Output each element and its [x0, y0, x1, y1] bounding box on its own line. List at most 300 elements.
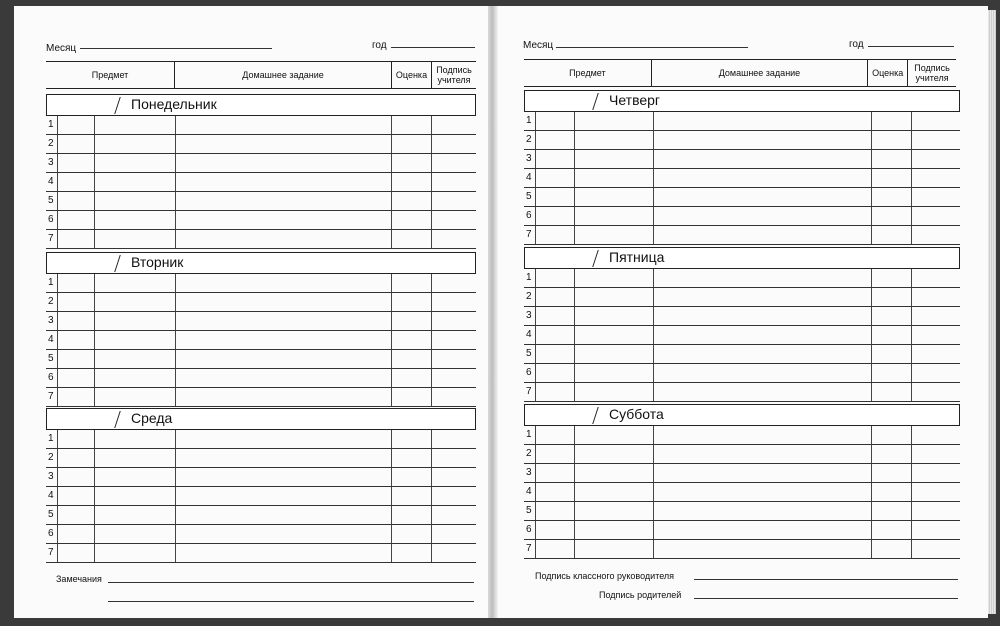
day-header	[524, 90, 960, 112]
subject-cell[interactable]	[58, 430, 95, 448]
column-grade: Оценка	[392, 62, 432, 88]
subject-cell[interactable]	[536, 345, 575, 363]
subject-cell-extra[interactable]	[95, 487, 176, 505]
homework-cell[interactable]	[176, 192, 392, 210]
subject-cell[interactable]	[58, 154, 95, 172]
signature-cell[interactable]	[432, 369, 476, 387]
signature-cell[interactable]	[432, 230, 476, 248]
column-signature: Подпись учителя	[436, 65, 472, 85]
subject-cell[interactable]	[58, 369, 95, 387]
subject-cell[interactable]	[58, 135, 95, 153]
subject-cell-extra[interactable]	[575, 364, 654, 382]
subject-cell[interactable]	[58, 544, 95, 562]
lesson-row	[46, 449, 476, 468]
day-name: Суббота	[609, 406, 664, 422]
remarks-line-1[interactable]	[108, 582, 474, 583]
subject-cell-extra[interactable]	[575, 483, 654, 501]
lesson-number: 4	[46, 331, 58, 349]
signature-cell[interactable]	[432, 468, 476, 486]
lesson-number: 5	[46, 506, 58, 524]
homework-cell[interactable]	[176, 116, 392, 134]
grade-cell[interactable]	[872, 383, 912, 401]
lesson-row	[524, 326, 960, 345]
signature-cell[interactable]	[912, 445, 960, 463]
subject-cell-extra[interactable]	[575, 188, 654, 206]
day-name: Пятница	[609, 249, 665, 265]
homework-cell[interactable]	[654, 464, 873, 482]
subject-cell[interactable]	[536, 207, 575, 225]
grade-cell[interactable]	[872, 226, 912, 244]
lesson-number: 3	[524, 464, 536, 482]
grade-cell[interactable]	[872, 207, 912, 225]
signature-cell[interactable]	[912, 207, 960, 225]
lesson-number: 6	[46, 369, 58, 387]
lesson-number: 2	[46, 135, 58, 153]
homework-cell[interactable]	[176, 154, 392, 172]
signature-cell[interactable]	[912, 540, 960, 558]
grade-cell[interactable]	[392, 173, 432, 191]
subject-cell-extra[interactable]	[95, 135, 176, 153]
signature-cell[interactable]	[912, 521, 960, 539]
day-header	[524, 404, 960, 426]
signature-cell[interactable]	[432, 312, 476, 330]
homework-cell[interactable]	[176, 274, 392, 292]
grade-cell[interactable]	[872, 464, 912, 482]
subject-cell-extra[interactable]	[575, 131, 654, 149]
subject-cell[interactable]	[58, 388, 95, 406]
homework-cell[interactable]	[176, 525, 392, 543]
lesson-row	[46, 293, 476, 312]
subject-cell-extra[interactable]	[575, 445, 654, 463]
subject-cell[interactable]	[58, 331, 95, 349]
subject-cell-extra[interactable]	[95, 192, 176, 210]
lesson-number: 5	[46, 192, 58, 210]
homework-cell[interactable]	[654, 169, 873, 187]
subject-cell[interactable]	[58, 449, 95, 467]
subject-cell[interactable]	[58, 468, 95, 486]
lesson-row	[46, 192, 476, 211]
homework-cell[interactable]	[176, 544, 392, 562]
signature-cell[interactable]	[432, 293, 476, 311]
subject-cell[interactable]	[536, 288, 575, 306]
grade-cell[interactable]	[392, 331, 432, 349]
homework-cell[interactable]	[176, 430, 392, 448]
grade-cell[interactable]	[872, 288, 912, 306]
subject-cell-extra[interactable]	[95, 369, 176, 387]
lesson-row	[46, 274, 476, 293]
homework-cell[interactable]	[654, 326, 873, 344]
class-teacher-signature-line[interactable]	[694, 579, 958, 580]
grade-cell[interactable]	[392, 544, 432, 562]
subject-cell-extra[interactable]	[575, 464, 654, 482]
grade-cell[interactable]	[392, 506, 432, 524]
lesson-row	[46, 211, 476, 230]
subject-cell-extra[interactable]	[95, 430, 176, 448]
column-header	[46, 61, 476, 89]
homework-cell[interactable]	[654, 269, 873, 287]
grade-cell[interactable]	[392, 369, 432, 387]
grade-cell[interactable]	[392, 388, 432, 406]
subject-cell[interactable]	[536, 131, 575, 149]
subject-cell[interactable]	[536, 445, 575, 463]
lesson-number: 2	[46, 449, 58, 467]
signature-cell[interactable]	[912, 502, 960, 520]
homework-cell[interactable]	[176, 506, 392, 524]
lesson-row	[46, 173, 476, 192]
signature-cell[interactable]	[432, 192, 476, 210]
lesson-row	[524, 364, 960, 383]
subject-cell-extra[interactable]	[575, 112, 654, 130]
subject-cell-extra[interactable]	[575, 345, 654, 363]
day-header-slash	[592, 250, 599, 267]
homework-cell[interactable]	[176, 388, 392, 406]
lesson-row	[46, 230, 476, 249]
signature-cell[interactable]	[432, 506, 476, 524]
lesson-row	[524, 207, 960, 226]
grade-cell[interactable]	[872, 307, 912, 325]
subject-cell[interactable]	[58, 506, 95, 524]
subject-cell-extra[interactable]	[95, 154, 176, 172]
lesson-row	[524, 150, 960, 169]
lesson-row	[524, 288, 960, 307]
lesson-number: 3	[524, 307, 536, 325]
homework-cell[interactable]	[654, 345, 873, 363]
grade-cell[interactable]	[392, 468, 432, 486]
lesson-row	[524, 445, 960, 464]
subject-cell-extra[interactable]	[575, 169, 654, 187]
grade-cell[interactable]	[872, 112, 912, 130]
signature-cell[interactable]	[432, 331, 476, 349]
parents-signature-label: Подпись родителей	[599, 590, 682, 600]
lesson-row	[524, 464, 960, 483]
subject-cell-extra[interactable]	[95, 525, 176, 543]
subject-cell-extra[interactable]	[575, 288, 654, 306]
signature-cell[interactable]	[432, 173, 476, 191]
subject-cell[interactable]	[536, 112, 575, 130]
lesson-row	[46, 388, 476, 407]
signature-cell[interactable]	[912, 483, 960, 501]
lesson-row	[46, 525, 476, 544]
homework-cell[interactable]	[654, 364, 873, 382]
signature-cell[interactable]	[432, 116, 476, 134]
lesson-number: 3	[46, 154, 58, 172]
subject-cell-extra[interactable]	[95, 211, 176, 229]
homework-cell[interactable]	[176, 211, 392, 229]
subject-cell[interactable]	[58, 525, 95, 543]
grade-cell[interactable]	[392, 135, 432, 153]
grade-cell[interactable]	[872, 131, 912, 149]
lesson-rows	[46, 116, 476, 249]
signature-cell[interactable]	[912, 307, 960, 325]
grade-cell[interactable]	[392, 211, 432, 229]
grade-cell[interactable]	[392, 154, 432, 172]
homework-cell[interactable]	[176, 293, 392, 311]
homework-cell[interactable]	[176, 230, 392, 248]
subject-cell[interactable]	[58, 230, 95, 248]
subject-cell[interactable]	[536, 383, 575, 401]
homework-cell[interactable]	[654, 307, 873, 325]
grade-cell[interactable]	[872, 269, 912, 287]
parents-signature-line[interactable]	[694, 598, 958, 599]
grade-cell[interactable]	[392, 274, 432, 292]
homework-cell[interactable]	[654, 445, 873, 463]
subject-cell-extra[interactable]	[95, 506, 176, 524]
homework-cell[interactable]	[176, 350, 392, 368]
subject-cell-extra[interactable]	[95, 449, 176, 467]
lesson-number: 5	[46, 350, 58, 368]
homework-cell[interactable]	[176, 369, 392, 387]
grade-cell[interactable]	[392, 525, 432, 543]
signature-cell[interactable]	[912, 150, 960, 168]
day-header	[46, 252, 476, 274]
signature-cell[interactable]	[912, 131, 960, 149]
day-header-slash	[592, 93, 599, 110]
remarks-line-2[interactable]	[108, 601, 474, 602]
grade-cell[interactable]	[872, 150, 912, 168]
homework-cell[interactable]	[176, 173, 392, 191]
signature-cell[interactable]	[912, 288, 960, 306]
subject-cell[interactable]	[536, 540, 575, 558]
signature-cell[interactable]	[432, 211, 476, 229]
day-block	[46, 252, 476, 407]
lesson-row	[524, 188, 960, 207]
signature-cell[interactable]	[912, 188, 960, 206]
subject-cell[interactable]	[536, 226, 575, 244]
signature-cell[interactable]	[432, 154, 476, 172]
homework-cell[interactable]	[176, 135, 392, 153]
signature-cell[interactable]	[912, 226, 960, 244]
homework-cell[interactable]	[654, 112, 873, 130]
lesson-row	[46, 468, 476, 487]
subject-cell-extra[interactable]	[95, 388, 176, 406]
lesson-row	[46, 135, 476, 154]
grade-cell[interactable]	[392, 449, 432, 467]
homework-cell[interactable]	[654, 131, 873, 149]
subject-cell[interactable]	[536, 483, 575, 501]
lesson-number: 5	[524, 345, 536, 363]
month-field-right[interactable]	[556, 47, 748, 48]
homework-cell[interactable]	[654, 207, 873, 225]
day-name: Вторник	[131, 254, 184, 270]
grade-cell[interactable]	[872, 326, 912, 344]
subject-cell[interactable]	[536, 502, 575, 520]
lesson-row	[46, 312, 476, 331]
signature-cell[interactable]	[432, 350, 476, 368]
homework-cell[interactable]	[654, 483, 873, 501]
grade-cell[interactable]	[392, 293, 432, 311]
homework-cell[interactable]	[654, 150, 873, 168]
year-field[interactable]	[391, 47, 475, 48]
subject-cell[interactable]	[58, 173, 95, 191]
subject-cell-extra[interactable]	[575, 383, 654, 401]
grade-cell[interactable]	[392, 487, 432, 505]
lesson-row	[524, 169, 960, 188]
signature-cell[interactable]	[432, 525, 476, 543]
year-field-right[interactable]	[868, 46, 954, 47]
subject-cell[interactable]	[536, 464, 575, 482]
subject-cell[interactable]	[58, 293, 95, 311]
signature-cell[interactable]	[912, 345, 960, 363]
grade-cell[interactable]	[872, 502, 912, 520]
subject-cell-extra[interactable]	[95, 350, 176, 368]
lesson-row	[524, 502, 960, 521]
subject-cell[interactable]	[58, 192, 95, 210]
subject-cell-extra[interactable]	[575, 521, 654, 539]
signature-cell[interactable]	[912, 112, 960, 130]
subject-cell[interactable]	[58, 116, 95, 134]
lesson-number: 4	[524, 326, 536, 344]
lesson-rows	[524, 426, 960, 559]
subject-cell-extra[interactable]	[575, 207, 654, 225]
homework-cell[interactable]	[176, 312, 392, 330]
grade-cell[interactable]	[392, 312, 432, 330]
homework-cell[interactable]	[654, 540, 873, 558]
grade-cell[interactable]	[392, 430, 432, 448]
subject-cell[interactable]	[536, 188, 575, 206]
class-teacher-signature-label: Подпись классного руководителя	[535, 571, 675, 581]
homework-cell[interactable]	[176, 449, 392, 467]
homework-cell[interactable]	[654, 502, 873, 520]
lesson-number: 2	[46, 293, 58, 311]
subject-cell-extra[interactable]	[95, 274, 176, 292]
lesson-row	[46, 544, 476, 563]
grade-cell[interactable]	[872, 540, 912, 558]
lesson-number: 6	[524, 364, 536, 382]
subject-cell-extra[interactable]	[95, 293, 176, 311]
column-grade: Оценка	[868, 60, 908, 86]
subject-cell[interactable]	[536, 150, 575, 168]
lesson-number: 2	[524, 131, 536, 149]
homework-cell[interactable]	[654, 226, 873, 244]
lesson-row	[46, 154, 476, 173]
grade-cell[interactable]	[392, 116, 432, 134]
subject-cell[interactable]	[536, 521, 575, 539]
day-header	[46, 94, 476, 116]
grade-cell[interactable]	[392, 192, 432, 210]
signature-cell[interactable]	[432, 135, 476, 153]
subject-cell-extra[interactable]	[575, 426, 654, 444]
day-name: Четверг	[609, 92, 661, 108]
lesson-row	[524, 131, 960, 150]
signature-cell[interactable]	[432, 388, 476, 406]
signature-cell[interactable]	[432, 449, 476, 467]
homework-cell[interactable]	[176, 468, 392, 486]
subject-cell[interactable]	[58, 350, 95, 368]
subject-cell-extra[interactable]	[95, 312, 176, 330]
column-homework: Домашнее задание	[175, 62, 392, 88]
lesson-number: 6	[46, 211, 58, 229]
signature-cell[interactable]	[432, 430, 476, 448]
subject-cell-extra[interactable]	[575, 540, 654, 558]
lesson-number: 7	[46, 544, 58, 562]
year-label: год	[372, 40, 387, 51]
subject-cell[interactable]	[536, 169, 575, 187]
grade-cell[interactable]	[872, 188, 912, 206]
month-label: Месяц	[46, 43, 77, 54]
lesson-number: 7	[524, 540, 536, 558]
signature-cell[interactable]	[912, 169, 960, 187]
subject-cell[interactable]	[536, 269, 575, 287]
subject-cell-extra[interactable]	[95, 230, 176, 248]
day-block	[46, 408, 476, 563]
grade-cell[interactable]	[872, 483, 912, 501]
column-header-right	[524, 59, 956, 87]
lesson-row	[46, 116, 476, 135]
grade-cell[interactable]	[392, 230, 432, 248]
day-block	[524, 404, 960, 559]
signature-cell[interactable]	[912, 364, 960, 382]
grade-cell[interactable]	[392, 350, 432, 368]
subject-cell[interactable]	[536, 426, 575, 444]
signature-cell[interactable]	[432, 487, 476, 505]
subject-cell-extra[interactable]	[575, 226, 654, 244]
subject-cell[interactable]	[58, 487, 95, 505]
subject-cell-extra[interactable]	[575, 269, 654, 287]
lesson-number: 5	[524, 502, 536, 520]
lesson-number: 6	[524, 521, 536, 539]
lesson-number: 7	[46, 230, 58, 248]
lesson-row	[46, 369, 476, 388]
subject-cell[interactable]	[536, 364, 575, 382]
lesson-row	[46, 350, 476, 369]
subject-cell-extra[interactable]	[95, 331, 176, 349]
homework-cell[interactable]	[176, 331, 392, 349]
grade-cell[interactable]	[872, 169, 912, 187]
subject-cell-extra[interactable]	[575, 502, 654, 520]
grade-cell[interactable]	[872, 364, 912, 382]
grade-cell[interactable]	[872, 345, 912, 363]
lesson-row	[524, 226, 960, 245]
subject-cell-extra[interactable]	[95, 544, 176, 562]
lesson-number: 1	[46, 430, 58, 448]
subject-cell[interactable]	[58, 312, 95, 330]
grade-cell[interactable]	[872, 426, 912, 444]
homework-cell[interactable]	[654, 521, 873, 539]
signature-cell[interactable]	[912, 464, 960, 482]
day-header-slash	[114, 97, 121, 114]
lesson-number: 3	[46, 312, 58, 330]
homework-cell[interactable]	[654, 383, 873, 401]
signature-cell[interactable]	[912, 269, 960, 287]
subject-cell-extra[interactable]	[575, 150, 654, 168]
signature-cell[interactable]	[912, 383, 960, 401]
lesson-row	[524, 383, 960, 402]
month-label-right: Месяц	[523, 40, 554, 51]
subject-cell-extra[interactable]	[95, 116, 176, 134]
subject-cell-extra[interactable]	[575, 307, 654, 325]
grade-cell[interactable]	[872, 445, 912, 463]
subject-cell[interactable]	[536, 326, 575, 344]
lesson-number: 4	[46, 173, 58, 191]
signature-cell[interactable]	[432, 544, 476, 562]
grade-cell[interactable]	[872, 521, 912, 539]
homework-cell[interactable]	[654, 188, 873, 206]
signature-cell[interactable]	[912, 326, 960, 344]
homework-cell[interactable]	[176, 487, 392, 505]
homework-cell[interactable]	[654, 426, 873, 444]
homework-cell[interactable]	[654, 288, 873, 306]
subject-cell[interactable]	[58, 274, 95, 292]
column-signature: Подпись учителя	[914, 63, 950, 83]
subject-cell-extra[interactable]	[95, 173, 176, 191]
subject-cell-extra[interactable]	[95, 468, 176, 486]
subject-cell[interactable]	[58, 211, 95, 229]
subject-cell[interactable]	[536, 307, 575, 325]
month-field[interactable]	[80, 48, 272, 49]
signature-cell[interactable]	[912, 426, 960, 444]
signature-cell[interactable]	[432, 274, 476, 292]
subject-cell-extra[interactable]	[575, 326, 654, 344]
